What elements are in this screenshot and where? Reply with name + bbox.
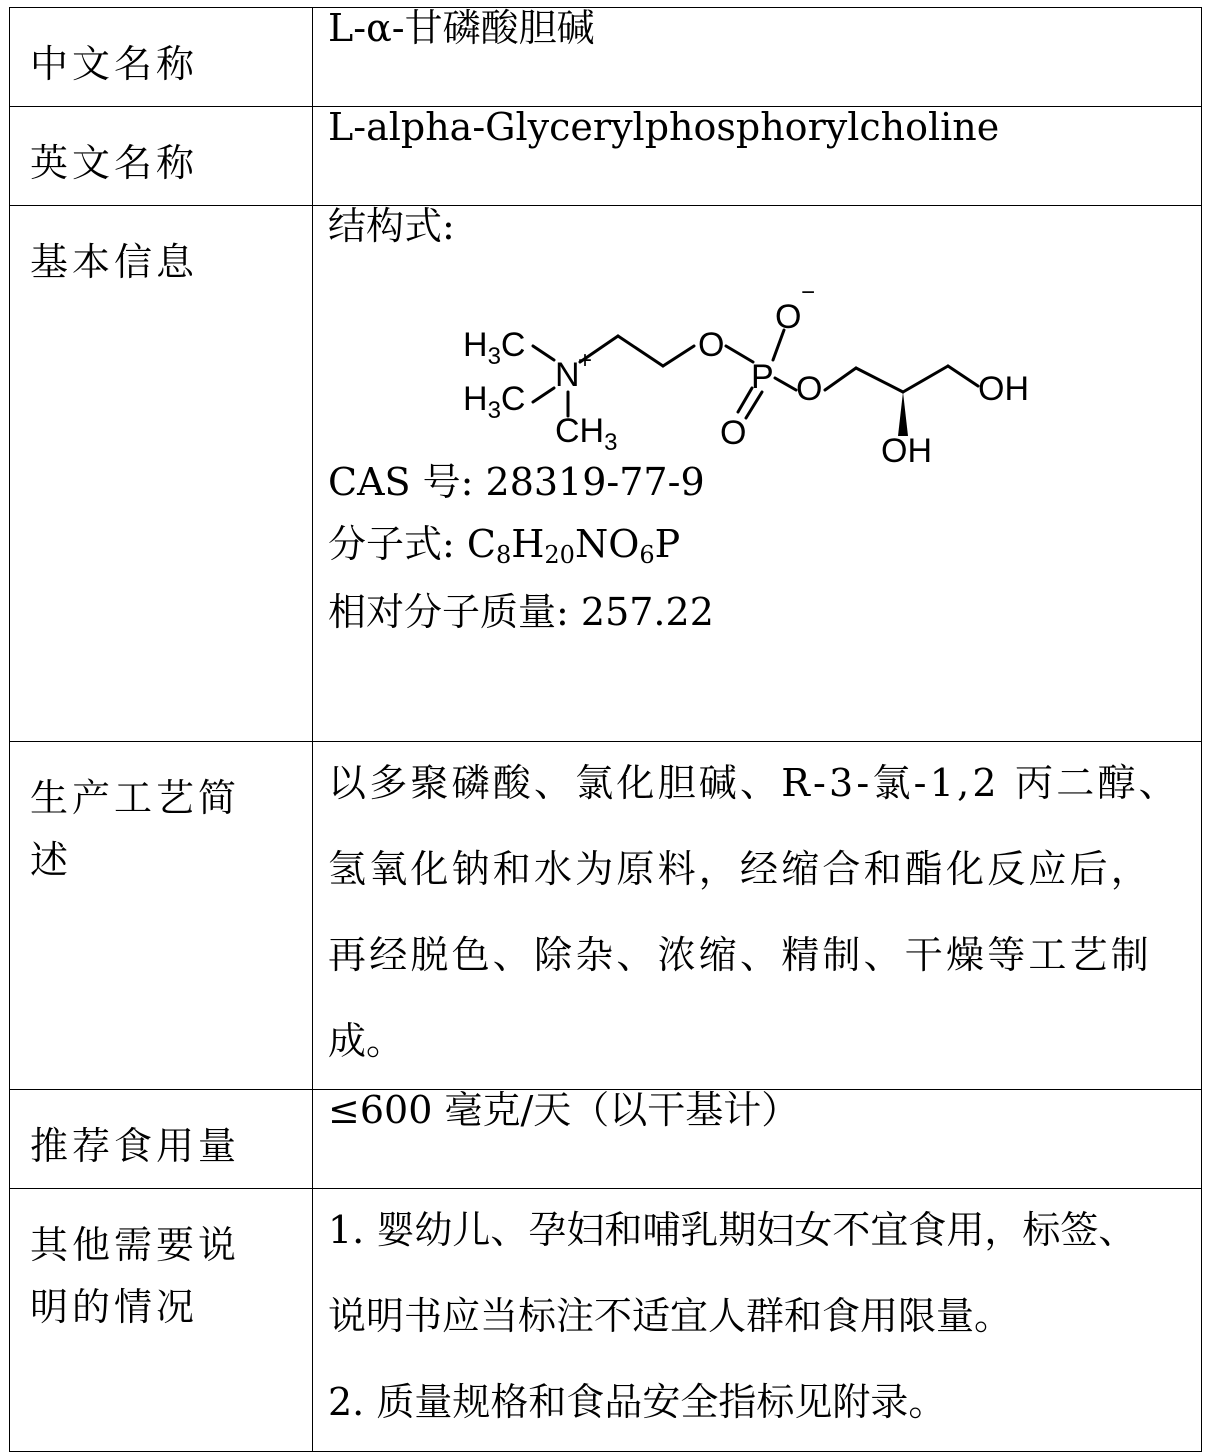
note-line-2: 说明书应当标注不适宜人群和食用限量。 bbox=[328, 1294, 1013, 1338]
h3c-top-sub: 3 bbox=[487, 343, 501, 370]
row-english-name bbox=[10, 107, 1202, 206]
atom-o-minus: O bbox=[775, 298, 802, 336]
atom-oh2: OH bbox=[881, 432, 932, 470]
atom-p: P bbox=[751, 358, 774, 396]
atom-o-ester2: O bbox=[796, 370, 823, 408]
atom-o-double: O bbox=[720, 414, 747, 452]
atom-o-charge: − bbox=[801, 279, 816, 306]
label-other-line1: 其他需要说 bbox=[30, 1223, 241, 1267]
value-dosage: ≤600 毫克/天（以干基计） bbox=[328, 1088, 800, 1132]
formula-h-sub: 20 bbox=[544, 541, 575, 569]
value-chinese-name-cell bbox=[313, 8, 1202, 107]
h3c-bot-c: C bbox=[500, 380, 526, 418]
row-chinese-name bbox=[10, 8, 1202, 107]
h3c-bot-h: H bbox=[463, 380, 488, 418]
value-other-cell bbox=[313, 1189, 1202, 1452]
formula-c-sub: 8 bbox=[495, 541, 512, 569]
value-english-name: L-alpha-Glycerylphosphorylcholine bbox=[328, 105, 1000, 149]
formula-p: P bbox=[654, 522, 681, 566]
ch3-sub: 3 bbox=[604, 429, 618, 456]
atom-n-charge: + bbox=[578, 347, 593, 374]
note-line-1: 1. 婴幼儿、孕妇和哺乳期妇女不宜食用，标签、 bbox=[328, 1208, 1137, 1252]
label-process-cell bbox=[10, 742, 313, 1090]
cas-value: 28319-77-9 bbox=[485, 460, 705, 504]
label-chinese-name: 中文名称 bbox=[10, 8, 313, 107]
formula-line bbox=[328, 514, 1201, 574]
value-basic-info-cell bbox=[313, 206, 1202, 742]
value-process-cell bbox=[313, 742, 1202, 1090]
label-process-line1: 生产工艺简 bbox=[30, 776, 241, 820]
atom-n: N bbox=[555, 356, 580, 394]
structure-diagram bbox=[328, 250, 1088, 470]
svg-text:H3C bbox=[463, 380, 525, 424]
formula-h: H bbox=[511, 522, 545, 566]
label-other-cell bbox=[10, 1189, 313, 1452]
h3c-bot-sub: 3 bbox=[487, 397, 501, 424]
formula-c: C bbox=[466, 522, 496, 566]
ingredient-info-table bbox=[9, 7, 1202, 1452]
formula-no: NO bbox=[574, 522, 640, 566]
label-process-line2: 述 bbox=[30, 838, 73, 882]
label-dosage: 推荐食用量 bbox=[10, 1090, 313, 1189]
note-line-3: 2. 质量规格和食品安全指标见附录。 bbox=[328, 1380, 947, 1424]
structure-label: 结构式: bbox=[328, 204, 455, 248]
ch3-text: CH bbox=[555, 412, 605, 450]
svg-text:CH3 bbox=[555, 412, 617, 456]
row-process bbox=[10, 742, 1202, 1090]
value-english-name-cell bbox=[313, 107, 1202, 206]
formula-o-sub: 6 bbox=[639, 541, 655, 569]
label-other-line2: 明的情况 bbox=[30, 1285, 199, 1329]
row-other-notes bbox=[10, 1189, 1202, 1452]
process-line-3: 再经脱色、除杂、浓缩、精制、干燥等工艺制 bbox=[328, 933, 1153, 977]
h3c-top-c: C bbox=[500, 326, 526, 364]
mass-value: 257.22 bbox=[580, 590, 714, 634]
label-english-name: 英文名称 bbox=[10, 107, 313, 206]
label-basic-info: 基本信息 bbox=[10, 206, 313, 742]
row-basic-info bbox=[10, 206, 1202, 742]
mass-label: 相对分子质量: bbox=[328, 590, 569, 634]
row-dosage bbox=[10, 1090, 1202, 1189]
value-dosage-cell bbox=[313, 1090, 1202, 1189]
process-line-2: 氢氧化钠和水为原料，经缩合和酯化反应后， bbox=[328, 847, 1153, 891]
process-line-1: 以多聚磷酸、氯化胆碱、R-3-氯-1,2 丙二醇、 bbox=[328, 761, 1180, 805]
value-chinese-name: L-α-甘磷酸胆碱 bbox=[328, 6, 595, 50]
process-line-4: 成。 bbox=[328, 1019, 405, 1063]
cas-label: CAS 号: bbox=[328, 460, 474, 504]
mass-line bbox=[328, 576, 1201, 648]
atom-o-ester1: O bbox=[698, 326, 725, 364]
cas-line bbox=[328, 452, 1201, 512]
atom-oh1: OH bbox=[978, 370, 1029, 408]
formula-label: 分子式: bbox=[328, 522, 455, 566]
h3c-top-h: H bbox=[463, 326, 488, 364]
svg-text:H3C bbox=[463, 326, 525, 370]
